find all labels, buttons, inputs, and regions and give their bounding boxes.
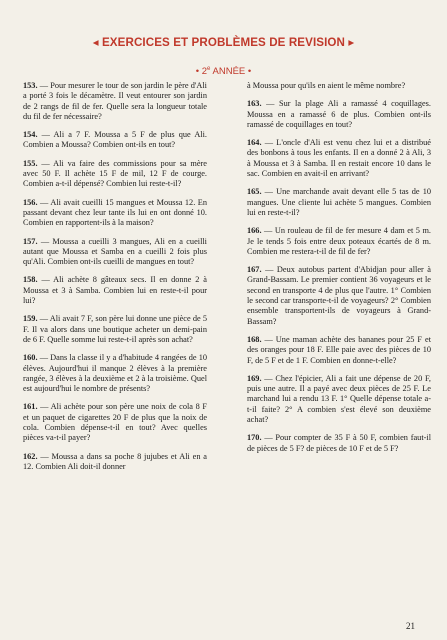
exercise-text: — Ali achète 8 gâteaux secs. Il en donne 2 à Moussa et 3 à Samba. Combien lui en reste-t-il pour lui? xyxy=(23,275,207,306)
exercise-item xyxy=(23,452,207,473)
exercise-text: — Moussa a dans sa poche 8 jujubes et Ali en a 12. Combien Ali doit-il donner xyxy=(23,451,207,471)
exercise-number: 165. xyxy=(247,187,262,197)
exercise-item xyxy=(247,99,431,130)
exercise-number: 158. xyxy=(23,275,38,285)
exercise-item xyxy=(247,335,431,366)
exercise-text: — Pour compter de 35 F à 50 F, combien faut-il de pièces de 5 F? de pièces de 10 F et de 5 F? xyxy=(247,433,431,453)
page-title: ◂ EXERCICES ET PROBLÈMES DE REVISION ▸ xyxy=(92,36,355,49)
exercise-number: 159. xyxy=(23,314,38,324)
exercise-text: — Une maman achète des bananes pour 25 F et des oranges pour 18 F. Elle paie avec des pièces de 10 F, de 5 F et de 1 F. Combien en donne-t-elle? xyxy=(247,334,431,365)
exercise-text: — Dans la classe il y a d'habitude 4 rangées de 10 élèves. Aujourd'hui il manque 2 élèves à la première rangée, 3 élèves à la deuxième et 2 à la troisième. Quel est aujourd'hui le nombre de présents? xyxy=(23,353,207,394)
exercise-text: — Ali avait 7 F, son père lui donne une pièce de 5 F. Il va alors dans une boutique acheter un demi-pain de 6 F. Quelle somme lui reste-t-il après son achat? xyxy=(23,314,207,344)
exercise-number: 164. xyxy=(247,138,262,148)
exercise-number: 166. xyxy=(247,226,262,236)
exercise-number: 162. xyxy=(23,451,38,461)
subtitle-sup: e xyxy=(207,66,211,72)
exercise-item xyxy=(247,226,431,257)
exercise-text: — Chez l'épicier, Ali a fait une dépense de 20 F, puis une autre. Il a payé avec deux pièces de 25 F. Le marchand lui a rendu 13 F. 1° Quelle dépense totale a-t-il faite? 2° A combien s'est élevé son deuxième achat? xyxy=(247,373,431,425)
exercise-text: — L'oncle d'Ali est venu chez lui et a distribué des bonbons à tous les enfants. Il en a donné 2 à Ali, 3 à Moussa et 3 à Samba. Il en restait encore 10 dans le sac. Combien en avait-il en arrivant? xyxy=(247,138,431,179)
exercise-number: 170. xyxy=(247,433,262,443)
exercise-number: 154. xyxy=(23,130,38,140)
exercise-number: 155. xyxy=(23,158,38,168)
exercise-item xyxy=(247,433,431,454)
exercise-item xyxy=(23,130,207,151)
exercise-item xyxy=(23,159,207,190)
exercise-item xyxy=(247,187,431,218)
subtitle-suffix: ANNÉE • xyxy=(210,66,252,78)
exercise-text: — Ali achète pour son père une noix de cola 8 F et un paquet de cigarettes 20 F de plus que la noix de cola. Combien dépense-t-il en tout? Avec quelles pièces va-t-il payer? xyxy=(23,402,207,443)
exercise-text: — Un rouleau de fil de fer mesure 4 dam et 5 m. Je le tends 5 fois entre deux poteaux écartés de 8 m. Combien me restera-t-il de fil de fer? xyxy=(247,226,431,256)
exercise-number: 160. xyxy=(23,353,38,363)
exercise-item xyxy=(23,314,207,345)
exercise-item xyxy=(247,138,431,179)
exercise-number: 163. xyxy=(247,99,262,109)
exercise-item xyxy=(23,353,207,394)
exercise-number: 156. xyxy=(23,197,38,207)
exercise-number: 169. xyxy=(247,373,262,383)
exercise-item xyxy=(23,198,207,229)
exercise-item xyxy=(23,275,207,306)
exercise-item xyxy=(247,265,431,327)
left-column xyxy=(23,81,207,480)
exercise-item xyxy=(23,81,207,122)
exercise-item xyxy=(23,402,207,443)
exercise-162-continuation: à Moussa pour qu'ils en aient le même nombre? xyxy=(247,81,406,90)
exercise-text: — Deux autobus partent d'Abidjan pour aller à Grand-Bassam. Le premier contient 36 voyageurs et le second en transporte 4 de plus que l'autre. 1° Combien le second car transporte-t-il de voyageurs? 2° Combien ensemble transportent-ils de voyageurs à Grand-Bassam? xyxy=(247,265,431,326)
exercise-item xyxy=(23,237,207,268)
exercise-number: 153. xyxy=(23,81,38,90)
page-number: 21 xyxy=(406,621,415,631)
exercise-number: 157. xyxy=(23,236,38,246)
exercise-number: 167. xyxy=(247,265,262,275)
exercise-text: — Ali avait cueilli 15 mangues et Moussa 12. En passant devant chez leur tante ils lui en ont donné 10. Combien en rapportent-ils à la maison? xyxy=(23,197,207,228)
exercise-text: — Ali a 7 F. Moussa a 5 F de plus que Ali. Combien a Moussa? Combien ont-ils en tout? xyxy=(23,130,207,150)
exercise-text: — Ali va faire des commissions pour sa mère avec 50 F. Il achète 15 F de mil, 12 F de courge. Combien a-t-il dépensé? Combien lui reste-t-il? xyxy=(23,158,207,189)
exercise-text: — Une marchande avait devant elle 5 tas de 10 mangues. Une cliente lui achète 5 mangues. Combien lui en reste-t-il? xyxy=(247,187,431,217)
subtitle-prefix: • 2 xyxy=(195,66,208,78)
exercise-text: — Moussa a cueilli 3 mangues, Ali en a cueilli autant que Moussa et Samba en a cueilli 2 fois plus qu'Ali. Combien ont-ils cueilli de mangues en tout? xyxy=(23,236,207,267)
exercise-text: — Pour mesurer le tour de son jardin le père d'Ali a porté 3 fois le décamètre. Il veut entourer son jardin de 2 rangs de fil de fer. Quelle sera la longueur totale du fil de fer nécessaire? xyxy=(23,81,207,121)
exercise-item xyxy=(247,374,431,425)
grade-subtitle xyxy=(0,66,447,77)
exercise-text: — Sur la plage Ali a ramassé 4 coquillages. Moussa en a ramassé 6 de plus. Combien ont-ils ramassé de coquillages en tout? xyxy=(247,99,431,129)
exercise-number: 161. xyxy=(23,402,38,412)
exercise-number: 168. xyxy=(247,334,262,344)
right-column xyxy=(247,81,431,462)
